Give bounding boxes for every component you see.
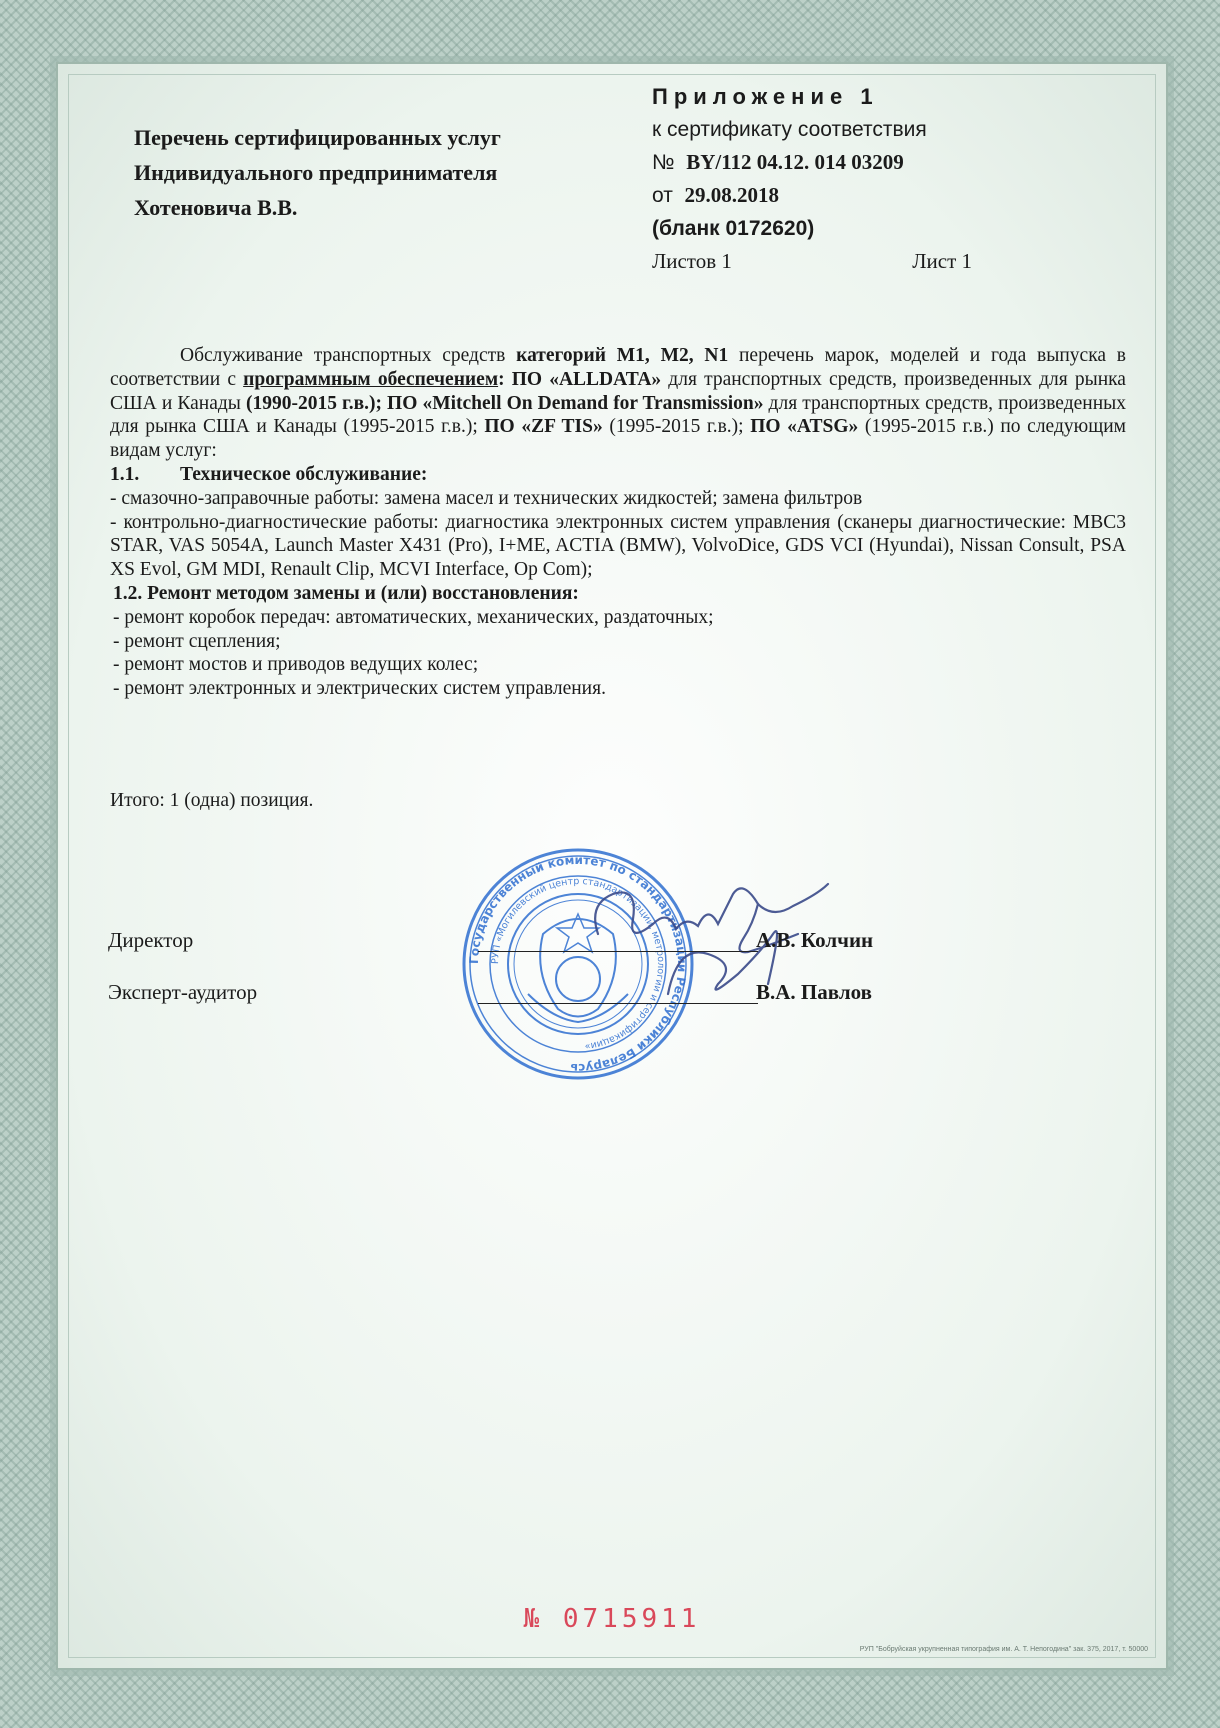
appendix-to: к сертификату соответствия xyxy=(652,118,927,141)
printer-note: РУП "Бобруйская укрупненная типография им. А. Т. Непогодина" зак. 375, 2017, т. 50000 xyxy=(859,1646,1148,1653)
blank-number: (бланк 0172620) xyxy=(652,217,815,240)
list-item: - смазочно-заправочные работы: замена масел и технических жидкостей; замена фильтров xyxy=(110,487,863,509)
sheet-current: Лист 1 xyxy=(912,249,972,273)
appendix-block xyxy=(652,80,1112,278)
list-item: - контрольно-диагностические работы: диагностика электронных систем управления (сканеры диагностические: MBC3 STAR, VAS 5054A, Launch Master X431 (Pro), I+ME, ACTIA (BMW), VolvoDice, GDS VCI (Hyundai), Nissan Consult, PSA XS Evol, GM MDI, Renault Clip, MCVI Interface, Op Com); xyxy=(110,511,1126,581)
appendix-title: Приложение 1 xyxy=(652,84,879,109)
serial-number: № 0715911 xyxy=(523,1604,701,1634)
sheets-row xyxy=(652,245,972,278)
section-1-items xyxy=(110,487,1126,582)
list-item: - ремонт мостов и приводов ведущих колес; xyxy=(113,654,479,676)
certificate-date: от 29.08.2018 xyxy=(652,183,780,207)
list-item: - ремонт сцепления; xyxy=(113,630,281,652)
section-1-heading: 1.1. Техническое обслуживание: xyxy=(110,463,428,485)
intro-paragraph: Обслуживание транспортных средств категорий M1, M2, N1 перечень марок, моделей и года выпуска в соответствии с программным обеспечением: ПО «ALLDATA» для транспортных средств, произведенных для рынка США и Канады (1990-2015 г.в.); ПО «Mitchell On Demand for Transmission» для транспортных средств, произведенных для рынка США и Канады (1995-2015 г.в.); ПО «ZF TIS» (1995-2015 г.в.); ПО «ATSG» (1995-2015 г.в.) по следующим видам услуг: xyxy=(110,345,1127,462)
services-body xyxy=(110,344,1126,701)
document-area xyxy=(56,62,1168,1670)
expert-label: Эксперт-аудитор xyxy=(108,980,258,1004)
director-name: А.В. Колчин xyxy=(756,928,874,952)
section-2-items xyxy=(113,606,1126,701)
list-item: - ремонт электронных и электрических систем управления. xyxy=(113,678,606,700)
director-signature-line xyxy=(478,950,758,952)
sheets-total: Листов 1 xyxy=(652,249,732,273)
section-2-heading: 1.2. Ремонт методом замены и (или) восстановления: xyxy=(113,582,579,604)
list-item: - ремонт коробок передач: автоматических, механических, раздаточных; xyxy=(113,606,714,628)
handwritten-signatures-icon xyxy=(558,824,858,1004)
certificate-number: № BY/112 04.12. 014 03209 xyxy=(652,150,904,174)
svg-text:РУП «Могилевский центр стандар: РУП «Могилевский центр стандартизации, метрологии и сертификации» xyxy=(489,875,667,1052)
expert-name: В.А. Павлов xyxy=(756,980,872,1004)
services-list-title: Перечень сертифицированных услуг Индивидуального предпринимателя Хотеновича В.В. xyxy=(134,125,501,220)
director-label: Директор xyxy=(108,928,194,952)
total-line: Итого: 1 (одна) позиция. xyxy=(110,790,314,811)
expert-signature-line xyxy=(478,1002,758,1004)
svg-text:Государственный комитет по ста: Государственный комитет по стандартизации Республики Беларусь xyxy=(466,852,690,1076)
